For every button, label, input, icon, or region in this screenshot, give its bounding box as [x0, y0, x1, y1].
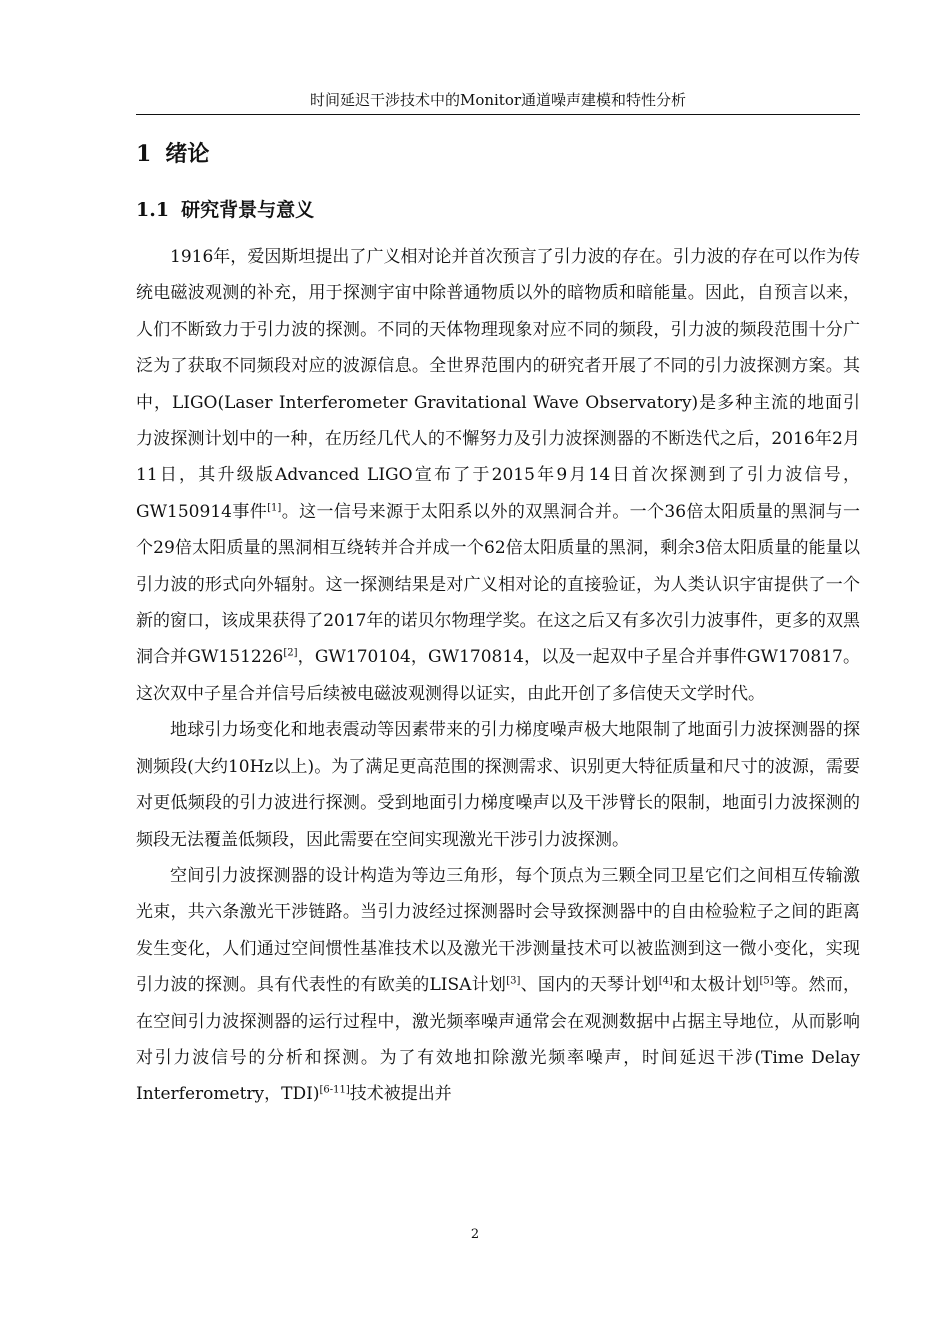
section-heading: [136, 196, 314, 224]
chapter-number: 1: [136, 141, 152, 167]
text-segment: 和太极计划: [672, 975, 760, 996]
text-segment: ，GW170104，GW170814，以及一起双中子星合并事件GW170817。这次双中子星合并信号后续被电磁波观测得以证实，由此开创了多信使天文学时代。: [136, 647, 860, 704]
text-segment: 空间引力波探测器的设计构造为等边三角形，每个顶点为三颗全同卫星它们之间相互传输激光束，共六条激光干涉链路。当引力波经过探测器时会导致探测器中的自由检验粒子之间的距离发生变化，人们通过空间惯性基准技术以及激光干涉测量技术可以被监测到这一微小变化，实现引力波的探测。具有代表性的有欧美的LISA计划: [136, 865, 860, 996]
citation[interactable]: [1]: [267, 502, 282, 514]
header-rule: [136, 114, 860, 115]
running-header: 时间延迟干涉技术中的Monitor通道噪声建模和特性分析: [309, 91, 687, 109]
citation[interactable]: [4]: [658, 975, 673, 987]
citation[interactable]: [3]: [506, 975, 521, 987]
text-segment: 技术被提出并: [349, 1084, 452, 1105]
paragraph-1: [136, 239, 860, 712]
chapter-heading: [136, 138, 209, 170]
section-title: 研究背景与意义: [181, 199, 315, 221]
text-segment: 。这一信号来源于太阳系以外的双黑洞合并。一个36倍太阳质量的黑洞与一个29倍太阳质量的黑洞相互绕转并合并成一个62倍太阳质量的黑洞，剩余3倍太阳质量的能量以引力波的形式向外辐射。这一探测结果是对广义相对论的直接验证，为人类认识宇宙提供了一个新的窗口，该成果获得了2017年的诺贝尔物理学奖。在这之后又有多次引力波事件，更多的双黑洞合并GW151226: [136, 501, 860, 668]
body-text: [136, 239, 860, 1113]
text-segment: 1916年，爱因斯坦提出了广义相对论并首次预言了引力波的存在。引力波的存在可以作为传统电磁波观测的补充，用于探测宇宙中除普通物质以外的暗物质和暗能量。因此，自预言以来，人们不断致力于引力波的探测。不同的天体物理现象对应不同的频段，引力波的频段范围十分广泛为了获取不同频段对应的波源信息。全世界范围内的研究者开展了不同的引力波探测方案。其中，LIGO(Laser Interferometer Gravitational Wave Observatory)是多种主流的地面引力波探测计划中的一种，在历经几代人的不懈努力及引力波探测器的不断迭代之后，2016年2月11日，其升级版Advanced LIGO宣布了于2015年9月14日首次探测到了引力波信号，GW150914事件: [136, 247, 860, 522]
paragraph-2: [136, 712, 860, 858]
paragraph-3: [136, 858, 860, 1113]
text-segment: 地球引力场变化和地表震动等因素带来的引力梯度噪声极大地限制了地面引力波探测器的探测频段(大约10Hz以上)。为了满足更高范围的探测需求、识别更大特征质量和尺寸的波源，需要对更低频段的引力波进行探测。受到地面引力梯度噪声以及干涉臂长的限制，地面引力波探测的频段无法覆盖低频段，因此需要在空间实现激光干涉引力波探测。: [136, 720, 860, 850]
page-number: 2: [470, 1227, 480, 1242]
chapter-title: 绪论: [165, 141, 210, 167]
text-segment: 、国内的天琴计划: [520, 975, 659, 996]
citation[interactable]: [6-11]: [319, 1084, 350, 1096]
section-number: 1.1: [136, 199, 170, 221]
text-segment: 等。然而，在空间引力波探测器的运行过程中，激光频率噪声通常会在观测数据中占据主导地位，从而影响对引力波信号的分析和探测。为了有效地扣除激光频率噪声，时间延迟干涉(Time Delay Interferometry，TDI): [136, 975, 861, 1105]
citation[interactable]: [2]: [283, 647, 298, 659]
citation[interactable]: [5]: [759, 975, 774, 987]
